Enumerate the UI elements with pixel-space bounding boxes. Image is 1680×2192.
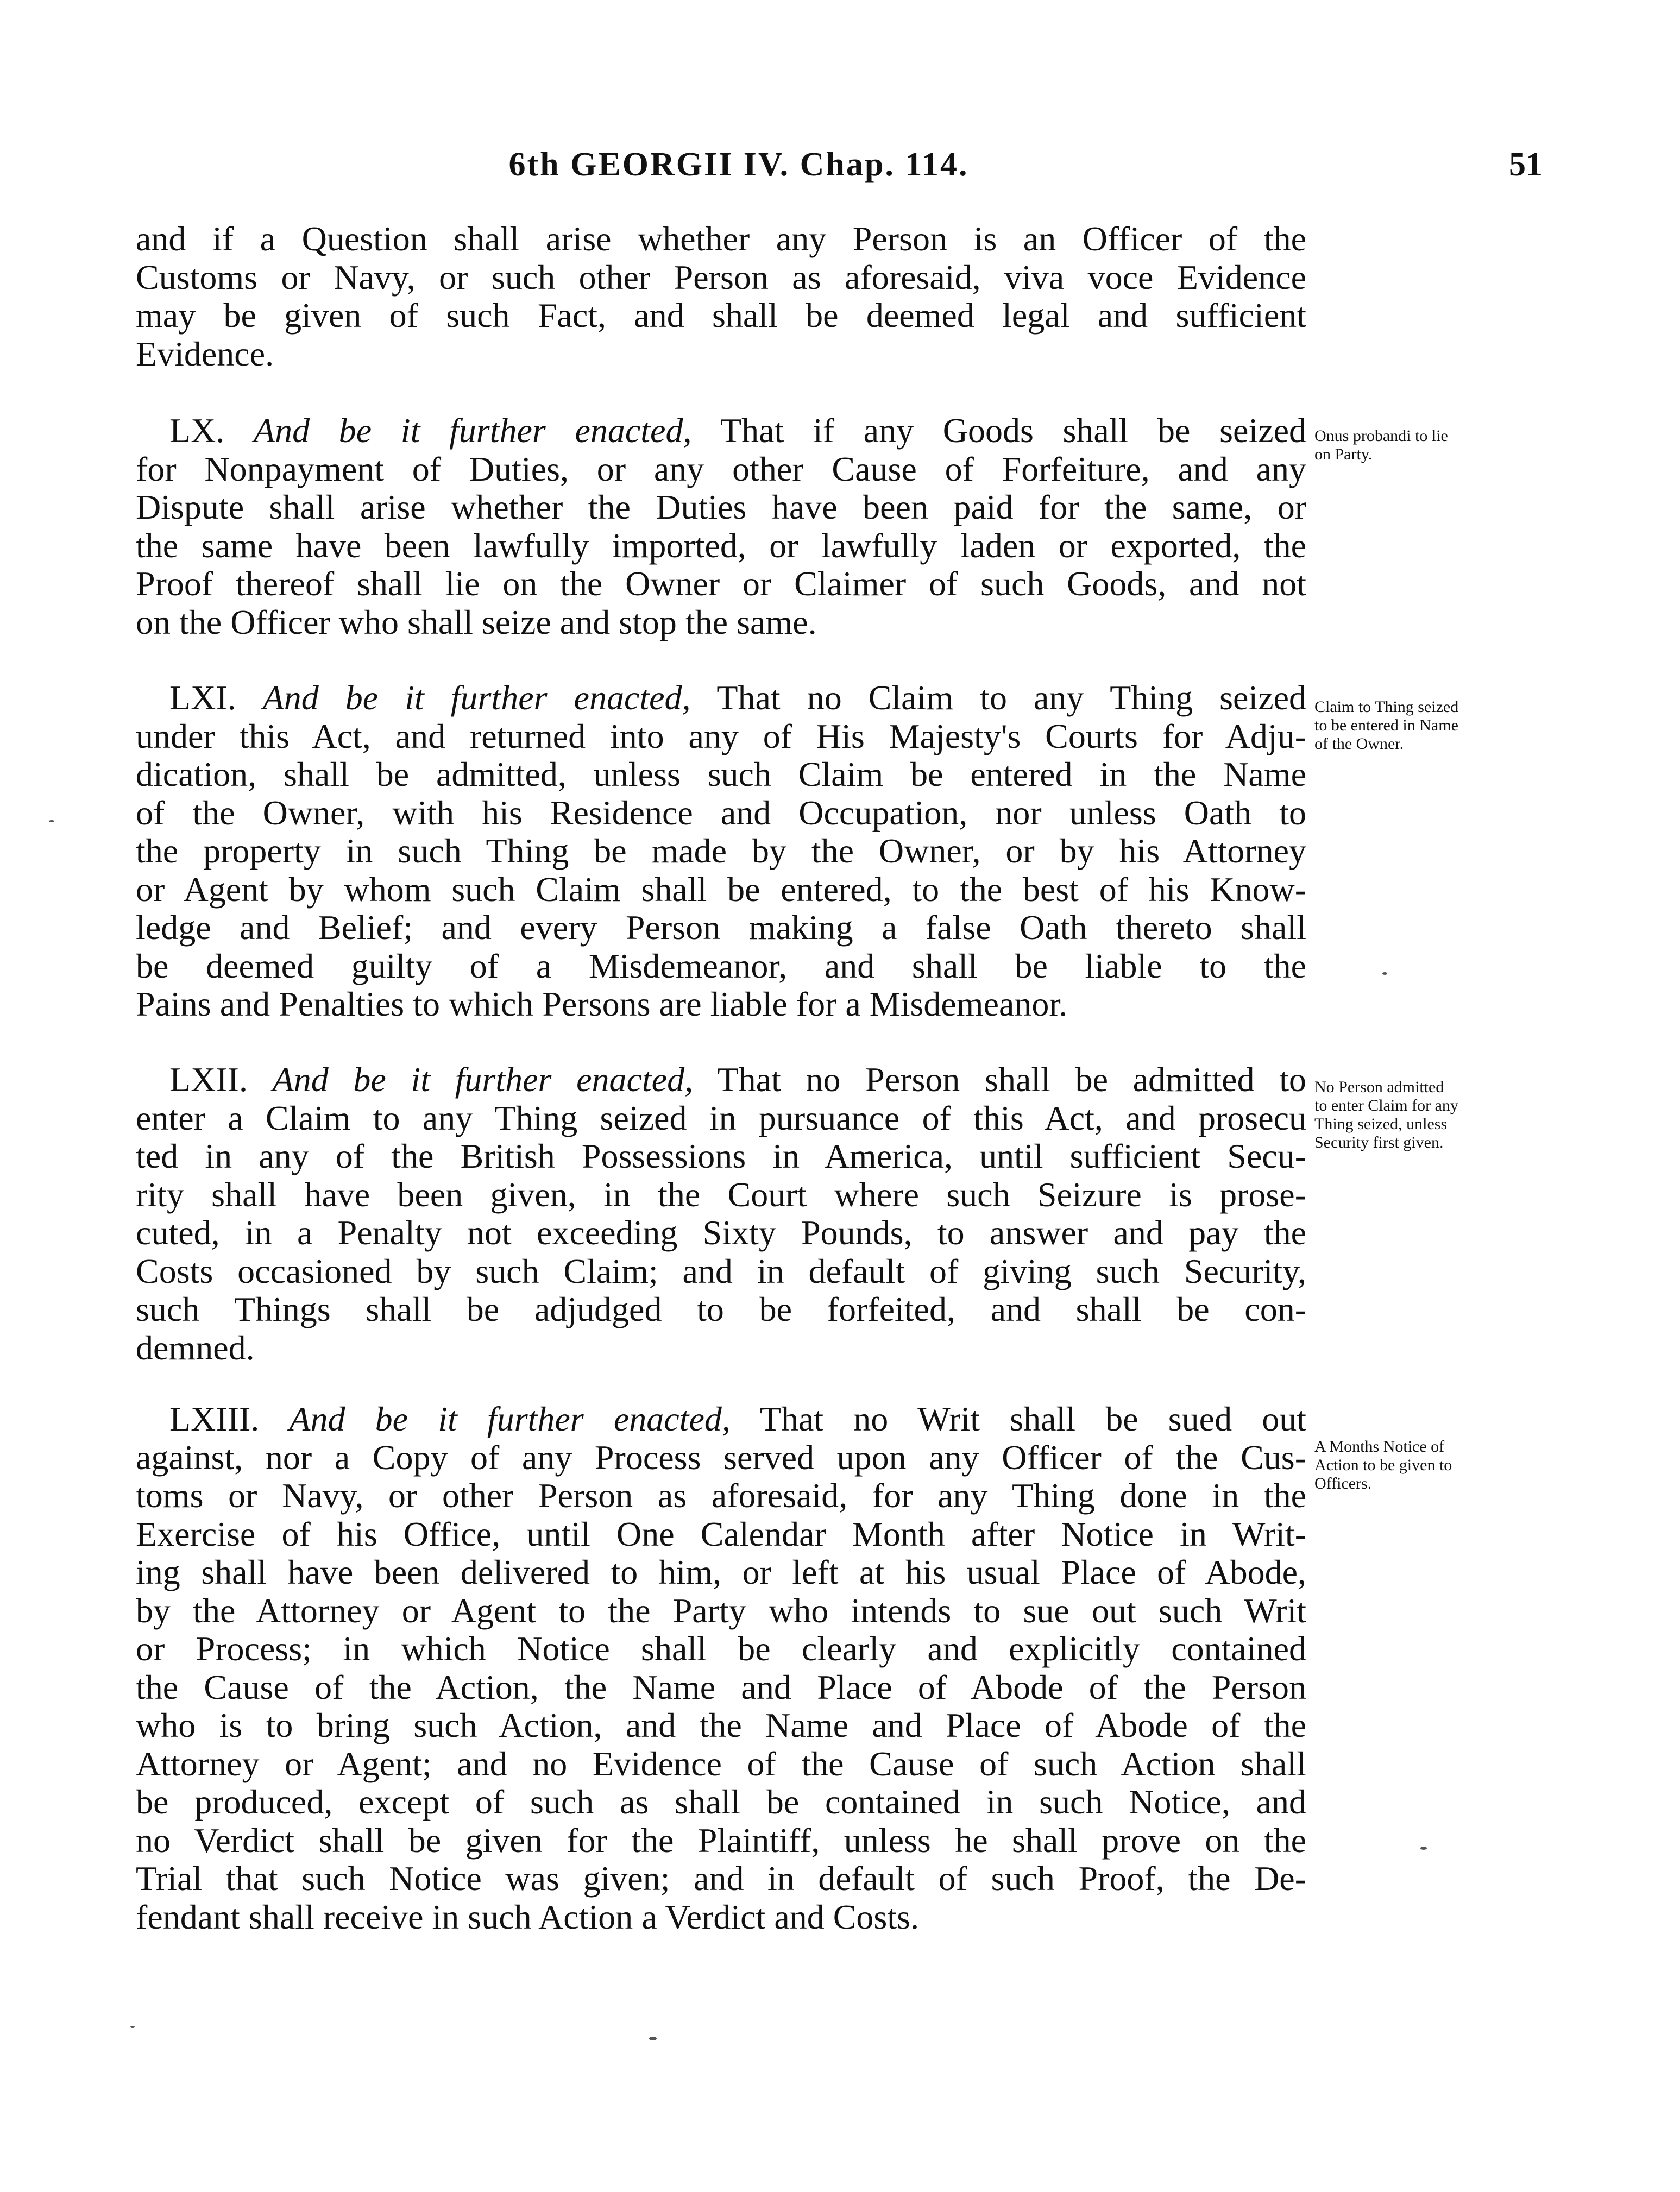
text-line: by the Attorney or Agent to the Party who intends to sue out such Writ (136, 1591, 1306, 1630)
text-line: dication, shall be admitted, unless such Claim be entered in the Name (136, 755, 1306, 793)
section-number: LXI. (169, 678, 236, 717)
text-line: the Cause of the Action, the Name and Place of Abode of the Person (136, 1667, 1306, 1706)
marginal-note-line: A Months Notice of (1314, 1438, 1445, 1456)
scan-speck (1382, 972, 1387, 975)
paragraph-continuation (136, 220, 1306, 373)
page-number: 51 (1509, 146, 1543, 183)
text-line: be produced, except of such as shall be contained in such Notice, and (136, 1782, 1306, 1821)
enacting-clause: And be it further enacted, (272, 1060, 694, 1099)
scan-speck (130, 2026, 135, 2028)
text-line: on the Officer who shall seize and stop the same. (136, 602, 817, 641)
text-line: may be given of such Fact, and shall be deemed legal and sufficient (136, 296, 1306, 335)
marginal-note-line: on Party. (1314, 445, 1373, 463)
text-fragment: That no Claim to any Thing seized (716, 678, 1307, 717)
text-line: no Verdict shall be given for the Plaintiff, unless he shall prove on the (136, 1821, 1306, 1860)
text-line: of the Owner, with his Residence and Occupation, nor unless Oath to (136, 793, 1306, 832)
text-line: rity shall have been given, in the Court where such Seizure is prose- (136, 1175, 1306, 1214)
text-line: Trial that such Notice was given; and in default of such Proof, the De- (136, 1859, 1306, 1898)
scan-speck (649, 2037, 657, 2040)
text-line-first (136, 412, 1306, 450)
text-line: toms or Navy, or other Person as aforesaid, for any Thing done in the (136, 1476, 1306, 1515)
text-fragment: That no Person shall be admitted to (717, 1060, 1306, 1099)
text-line: cuted, in a Penalty not exceeding Sixty Pounds, to answer and pay the (136, 1213, 1306, 1252)
text-line: Costs occasioned by such Claim; and in default of giving such Security, (136, 1251, 1306, 1290)
text-fragment: That no Writ shall be sued out (759, 1400, 1307, 1438)
section-lxii (136, 1061, 1306, 1367)
enacting-clause: And be it further enacted, (289, 1400, 731, 1438)
marginal-note-line: Security first given. (1314, 1133, 1444, 1151)
text-line: who is to bring such Action, and the Name and Place of Abode of the (136, 1706, 1306, 1744)
enacting-clause: And be it further enacted, (262, 678, 691, 717)
text-line: such Things shall be adjudged to be forfeited, and shall be con- (136, 1290, 1306, 1328)
text-line: or Process; in which Notice shall be clearly and explicitly contained (136, 1629, 1306, 1668)
marginal-note-lx (1314, 427, 1548, 464)
enacting-clause: And be it further enacted, (253, 411, 692, 450)
section-lxi (136, 679, 1306, 1024)
text-line: enter a Claim to any Thing seized in pursuance of this Act, and prosecu (136, 1098, 1306, 1137)
text-line: Attorney or Agent; and no Evidence of the Cause of such Action shall (136, 1744, 1306, 1783)
text-line: ledge and Belief; and every Person making a false Oath thereto shall (136, 908, 1306, 947)
scan-speck (1420, 1847, 1427, 1850)
marginal-note-line: Thing seized, unless (1314, 1115, 1448, 1133)
running-head: 6th GEORGII IV. Chap. 114. (508, 146, 969, 183)
text-line: demned. (136, 1328, 255, 1367)
marginal-note-line: to enter Claim for any (1314, 1097, 1458, 1114)
marginal-note-lxii (1314, 1078, 1548, 1152)
marginal-note-lxi (1314, 698, 1548, 753)
text-line: under this Act, and returned into any of His Majesty's Courts for Adju- (136, 716, 1306, 755)
scan-speck (49, 820, 54, 822)
text-line: be deemed guilty of a Misdemeanor, and shall be liable to the (136, 946, 1306, 985)
text-line: Customs or Navy, or such other Person as aforesaid, viva voce Evidence (136, 257, 1306, 297)
text-line-first (136, 1061, 1306, 1099)
text-line: fendant shall receive in such Action a Verdict and Costs. (136, 1897, 919, 1936)
text-line: Proof thereof shall lie on the Owner or Claimer of such Goods, and not (136, 564, 1306, 603)
marginal-note-line: to be entered in Name (1314, 716, 1458, 734)
text-line: against, nor a Copy of any Process served upon any Officer of the Cus- (136, 1438, 1306, 1477)
marginal-note-line: Officers. (1314, 1475, 1372, 1492)
text-line: Evidence. (136, 334, 274, 373)
text-line: ing shall have been delivered to him, or left at his usual Place of Abode, (136, 1553, 1306, 1591)
marginal-note-line: No Person admitted (1314, 1078, 1444, 1096)
text-line: Dispute shall arise whether the Duties have been paid for the same, or (136, 488, 1306, 526)
text-line: for Nonpayment of Duties, or any other Cause of Forfeiture, and any (136, 449, 1306, 488)
section-number: LXII. (169, 1060, 248, 1099)
marginal-note-line: Action to be given to (1314, 1456, 1452, 1474)
section-lx (136, 412, 1306, 641)
text-line: the property in such Thing be made by the Owner, or by his Attorney (136, 832, 1306, 870)
text-line: Exercise of his Office, until One Calendar Month after Notice in Writ- (136, 1514, 1306, 1553)
section-lxiii (136, 1400, 1306, 1936)
marginal-note-line: Onus probandi to lie (1314, 427, 1448, 445)
marginal-note-line: of the Owner. (1314, 735, 1404, 753)
section-number: LXIII. (169, 1400, 260, 1438)
text-fragment: That if any Goods shall be seized (720, 411, 1307, 450)
text-line-first (136, 679, 1306, 717)
text-line: or Agent by whom such Claim shall be entered, to the best of his Know- (136, 870, 1306, 909)
marginal-note-line: Claim to Thing seized (1314, 698, 1459, 716)
text-line-first (136, 1400, 1306, 1439)
text-line: and if a Question shall arise whether any Person is an Officer of the (136, 219, 1306, 258)
section-number: LX. (169, 411, 225, 450)
text-line: the same have been lawfully imported, or lawfully laden or exported, the (136, 526, 1306, 565)
marginal-note-lxiii (1314, 1438, 1548, 1493)
text-line: Pains and Penalties to which Persons are liable for a Misdemeanor. (136, 985, 1068, 1023)
text-line: ted in any of the British Possessions in America, until sufficient Secu- (136, 1137, 1306, 1175)
